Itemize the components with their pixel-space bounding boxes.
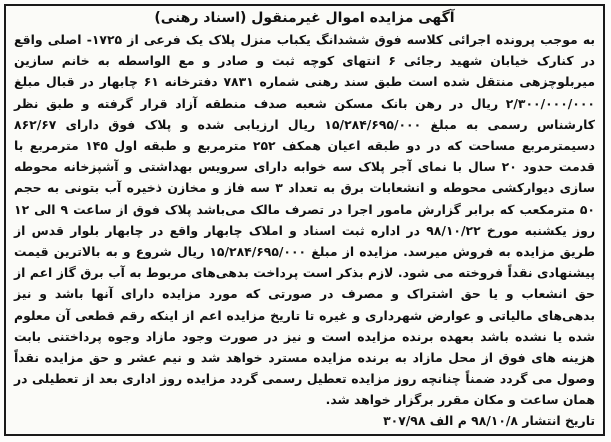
notice-title: آگهی مزایده اموال غیرمنقول (اسناد رهنی)	[154, 10, 455, 26]
auction-notice	[4, 4, 605, 436]
publication-date: تاریخ انتشار ۹۸/۱۰/۸ م الف ۳۰۷/۹۸	[383, 412, 595, 428]
notice-body: به موجب پرونده اجرائی کلاسه فوق ششدانگ یکباب منزل پلاک یک فرعی از ۱۷۲۵- اصلی واقع در کنارک خیابان شهید رجائی ۶ انتهای کوچه ثبت و صادر و مع الواسطه به خانم سازین میربلوچزهی منتقل شده است طبق سند رهنی شماره ۷۸۳۱ دفترخانه ۶۱ چابهار در قبال مبلغ ۲/۳۰۰/۰۰۰/۰۰۰ ریال در رهن بانک مسکن شعبه صدف منطقه آزاد قرار گرفته و طبق نظر کارشناس رسمی به مبلغ ۱۵/۲۸۴/۶۹۵/۰۰۰ ریال ارزیابی شده و پلاک فوق دارای ۸۶۲/۶۷ دسیمترمربع مساحت که در دو طبقه اعیان همکف ۲۵۲ مترمربع و طبقه اول ۱۴۵ مترمربع با قدمت حدود ۲۰ سال با نمای آجر پلاک سه خوابه دارای سرویس بهداشتی و آشپزخانه محوطه سازی دیوارکشی محوطه و انشعابات برق به تعداد ۳ سه فاز و مخازن ذخیره آب بتونی به حجم ۵۰ مترمکعب که برابر گزارش مامور اجرا در تصرف مالک می‌باشد پلاک فوق از ساعت ۹ الی ۱۲ روز یکشنبه مورخ ۹۸/۱۰/۲۲ در اداره ثبت اسناد و املاک چابهار واقع در چابهار بلوار قدس از طریق مزایده به فروش میرسد. مزایده از مبلغ ۱۵/۲۸۴/۶۹۵/۰۰۰ ریال شروع و به بالاترین قیمت پیشنهادی نقداً فروخته می شود. لازم بذکر است پرداخت بدهی‌های مربوط به آب برق گاز اعم از حق انشعاب و یا حق اشتراک و مصرف در صورتی که مورد مزایده دارای آنها باشد و نیز بدهی‌های مالیاتی و عوارض شهرداری و غیره تا تاریخ مزایده اعم از اینکه رقم قطعی آن معلوم شده یا نشده باشد بعهده برنده مزایده است و نیز در صورت وجود مازاد وجوه پرداختنی بابت هزینه های فوق از محل مازاد به برنده مزایده مسترد خواهد شد و نیم عشر و حق مزایده نقداً وصول می گردد ضمناً چنانچه روز مزایده تعطیل رسمی گردد مزایده روز اداری بعد از تعطیلی در همان ساعت و مکان مقرر برگزار خواهد شد.	[14, 32, 595, 408]
